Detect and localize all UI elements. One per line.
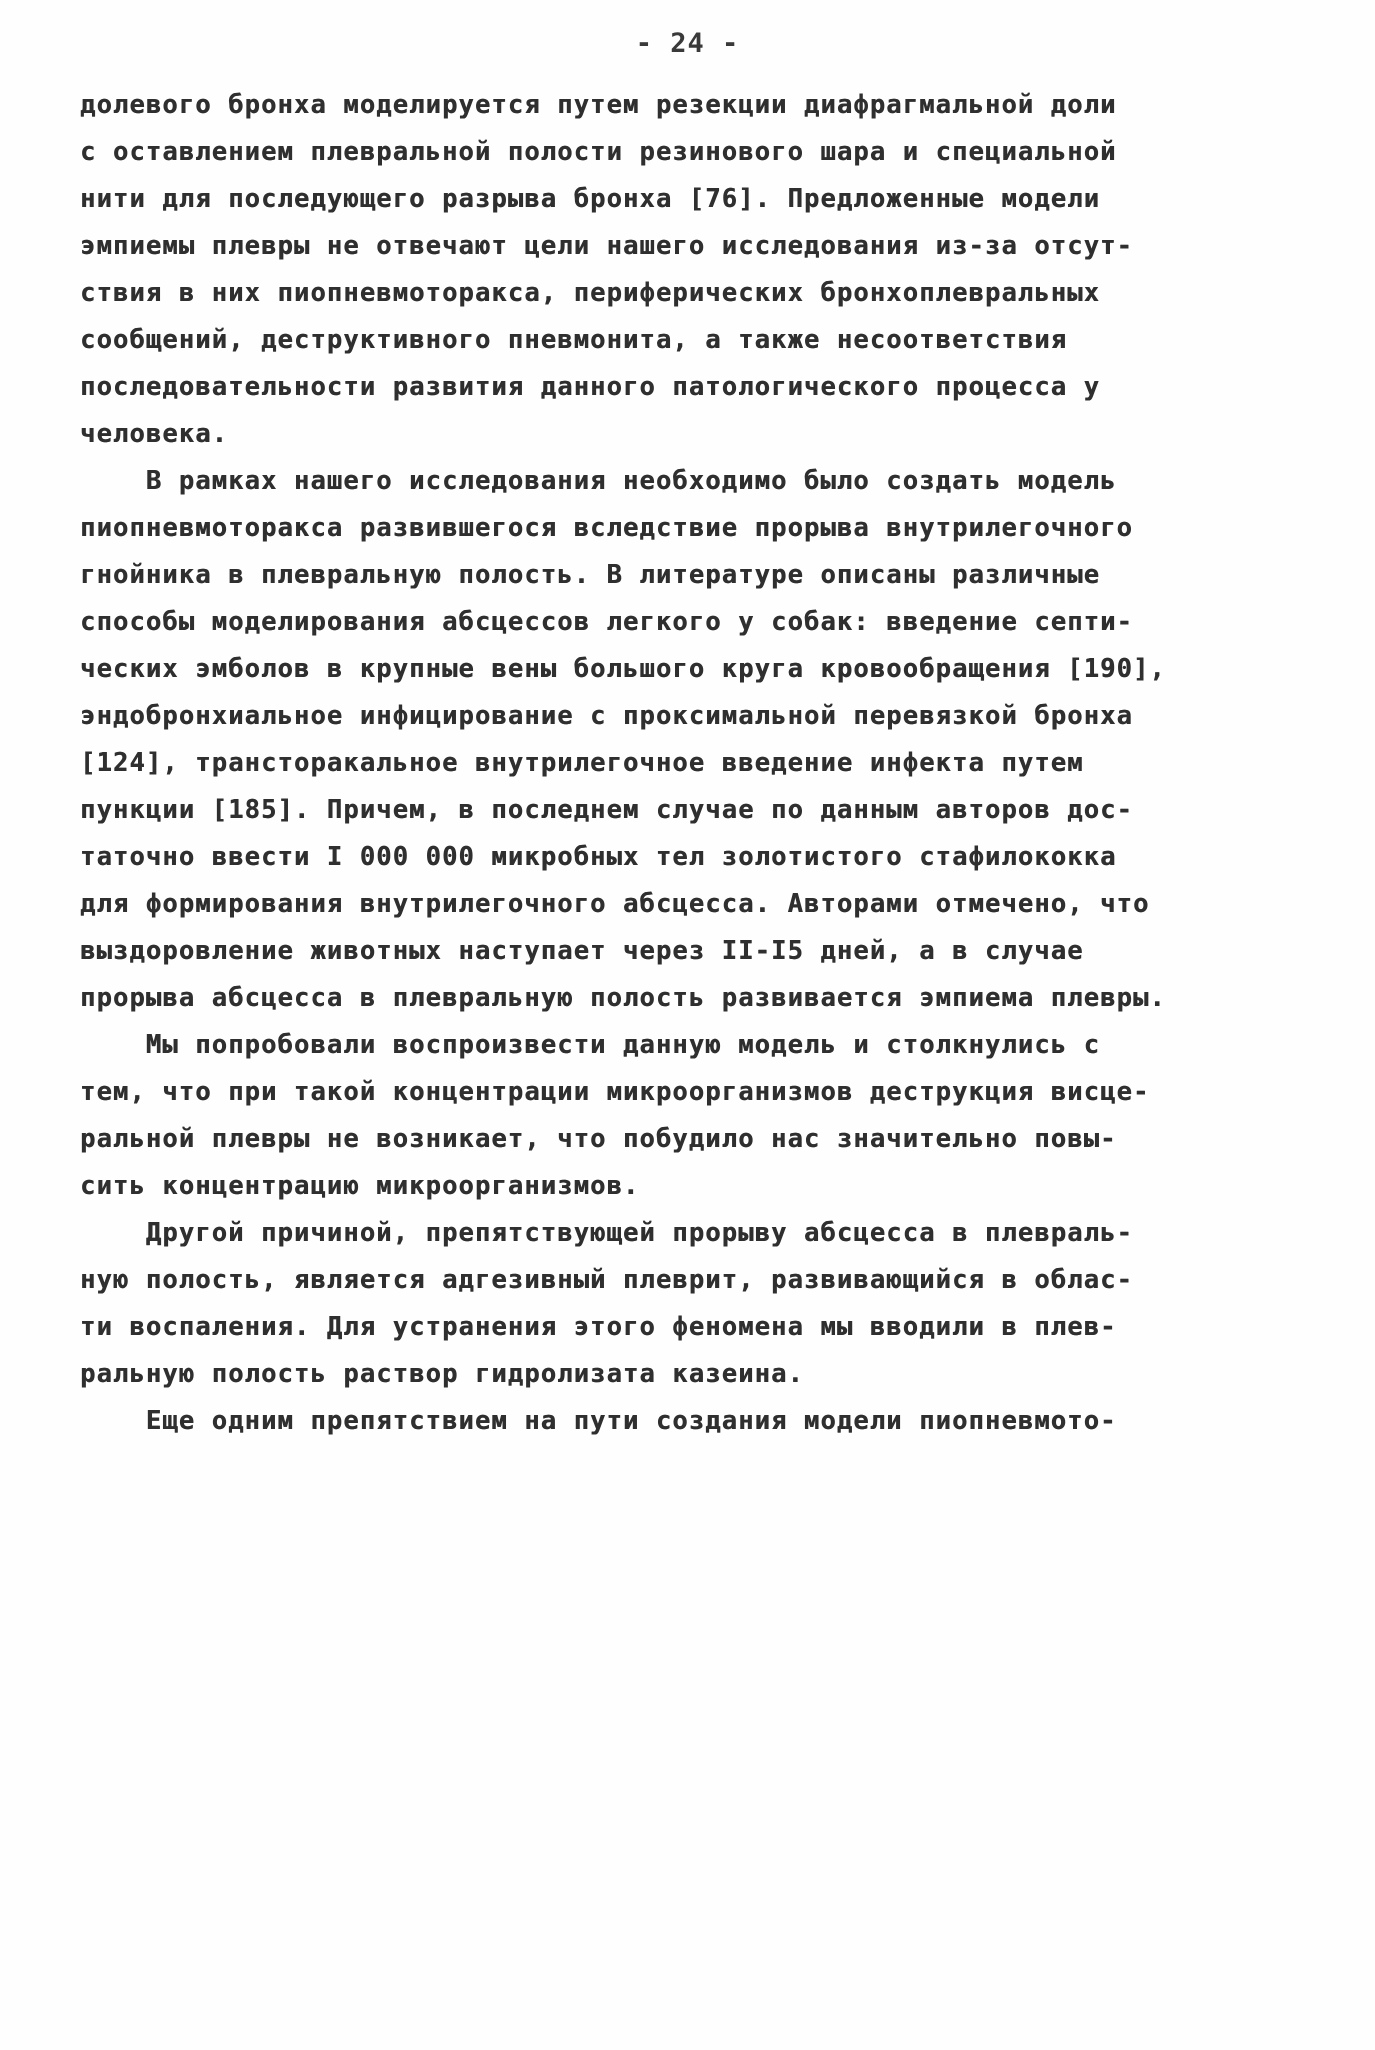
text-line: ральной плевры не возникает, что побудило нас значительно повы- [80,1124,1117,1154]
text-line: [124], трансторакальное внутрилегочное введение инфекта путем [80,748,1084,778]
text-line: пиопневмоторакса развившегося вследствие прорыва внутрилегочного [80,513,1133,543]
text-line: для формирования внутрилегочного абсцесса. Авторами отмечено, что [80,889,1150,919]
text-line: пункции [185]. Причем, в последнем случае по данным авторов дос- [80,795,1133,825]
text-line: прорыва абсцесса в плевральную полость развивается эмпиема плевры. [80,983,1166,1013]
text-line: ческих эмболов в крупные вены большого круга кровообращения [190], [80,654,1166,684]
text-line: ти воспаления. Для устранения этого феномена мы вводили в плев- [80,1312,1117,1342]
text-line: выздоровление животных наступает через II-I5 дней, а в случае [80,936,1084,966]
text-line: нити для последующего разрыва бронха [76]. Предложенные модели [80,184,1101,214]
text-line: долевого бронха моделируется путем резекции диафрагмальной доли [80,90,1117,120]
text-line: гнойника в плевральную полость. В литературе описаны различные [80,560,1101,590]
text-line: эмпиемы плевры не отвечают цели нашего исследования из-за отсут- [80,231,1133,261]
text-line: с оставлением плевральной полости резинового шара и специальной [80,137,1117,167]
page-number: - 24 - [635,28,740,59]
text-line: Другой причиной, препятствующей прорыву абсцесса в плевраль- [80,1218,1133,1248]
text-line: ствия в них пиопневмоторакса, периферических бронхоплевральных [80,278,1101,308]
text-line: сообщений, деструктивного пневмонита, а также несоответствия [80,325,1068,355]
text-line: ральную полость раствор гидролизата казеина. [80,1359,804,1389]
text-line: последовательности развития данного патологического процесса у [80,372,1101,402]
text-line: В рамках нашего исследования необходимо было создать модель [80,466,1117,496]
text-line: сить концентрацию микроорганизмов. [80,1171,640,1201]
text-line: способы моделирования абсцессов легкого у собак: введение септи- [80,607,1133,637]
text-line: эндобронхиальное инфицирование с проксимальной перевязкой бронха [80,701,1133,731]
text-line: Еще одним препятствием на пути создания модели пиопневмото- [80,1406,1117,1436]
text-line: Мы попробовали воспроизвести данную модель и столкнулись с [80,1030,1101,1060]
text-line: ную полость, является адгезивный плеврит, развивающийся в облас- [80,1265,1133,1295]
text-line: тем, что при такой концентрации микроорганизмов деструкция висце- [80,1077,1150,1107]
text-line: таточно ввести I 000 000 микробных тел золотистого стафилококка [80,842,1117,872]
text-line: человека. [80,419,229,449]
